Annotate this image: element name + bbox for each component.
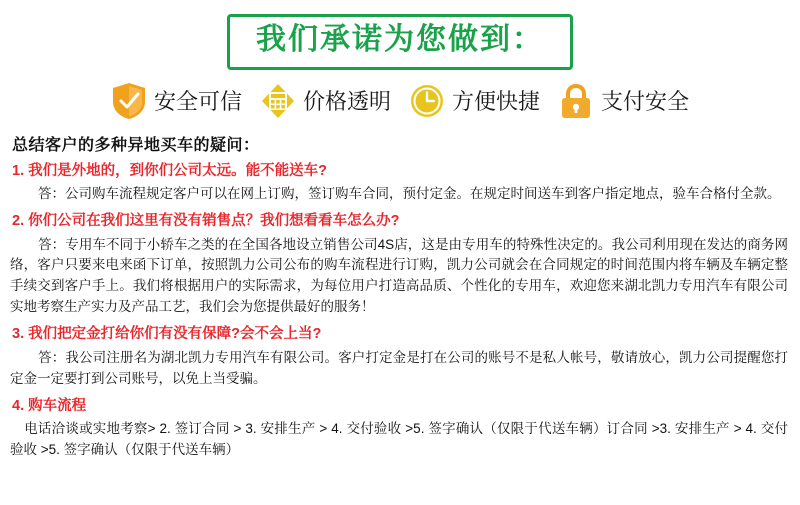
promise-banner [227, 14, 573, 70]
answer-text: 答：我公司注册名为湖北凯力专用汽车有限公司。客户打定金是打在公司的账号不是私人帐号，敬请放心，凯力公司提醒您打定金一定要打到公司账号，以免上当受骗。 [10, 349, 788, 386]
banner-title: 我们承诺为您做到： [256, 23, 544, 56]
question-1: 1. 我们是外地的，到你们公司太远。能不能送车? [12, 162, 327, 179]
promise-item-payment [558, 82, 689, 120]
promise-label: 方便快捷 [452, 89, 541, 114]
promise-label: 安全可信 [153, 89, 242, 114]
calculator-icon [260, 82, 296, 120]
flow-text-row [10, 419, 788, 461]
promise-item-price [260, 82, 391, 120]
question-3: 3. 我们把定金打给你们有没有保障?会不会上当? [12, 326, 322, 343]
qa-content [0, 132, 800, 462]
shield-icon [111, 82, 147, 120]
answer-2 [10, 235, 788, 319]
promise-label: 价格透明 [302, 89, 391, 114]
answer-1 [10, 184, 788, 205]
flow-title: 4. 购车流程 [12, 397, 87, 414]
promise-list [0, 82, 800, 120]
promise-item-convenience [409, 82, 540, 120]
answer-text: 答：公司购车流程规定客户可以在网上订购，签订购车合同，预付定金。在规定时间送车到客户指定地点，验车合格付全款。 [38, 186, 781, 202]
banner-container [0, 0, 800, 70]
question-2: 2. 你们公司在我们这里有没有销售点？我们想看看车怎么办? [12, 212, 400, 229]
flow-text: 电话洽谈或实地考察> 2. 签订合同 > 3. 安排生产 > 4. 交付验收 >5. 签字确认（仅限于代送车辆）订合同 >3. 安排生产 > 4. 交付验收 >5. 签字确认（仅限于代送车辆） [10, 421, 788, 458]
answer-text: 答：专用车不同于小轿车之类的在全国各地设立销售公司4S店，这是由专用车的特殊性决定的。我公司利用现在发达的商务网络，客户只要来电来函下订单，按照凯力公司公布的购车流程进行订购，凯力公司就会在合同规定的时间范围内将车辆及车辆定整手续交到客户手上。我们将根据用户的实际需求，为每位用户打造高品质、个性化的专用车，欢迎您来湖北凯力专用汽车有限公司实地考察生产实力及产品工艺，我们会为您提供最好的服务！ [10, 236, 788, 315]
clock-icon [409, 82, 445, 120]
summary-title: 总结客户的多种异地买车的疑问： [12, 136, 260, 154]
promise-label: 支付安全 [601, 89, 690, 114]
answer-3 [10, 348, 788, 390]
promise-item-safety [111, 82, 242, 120]
lock-icon [558, 82, 594, 120]
